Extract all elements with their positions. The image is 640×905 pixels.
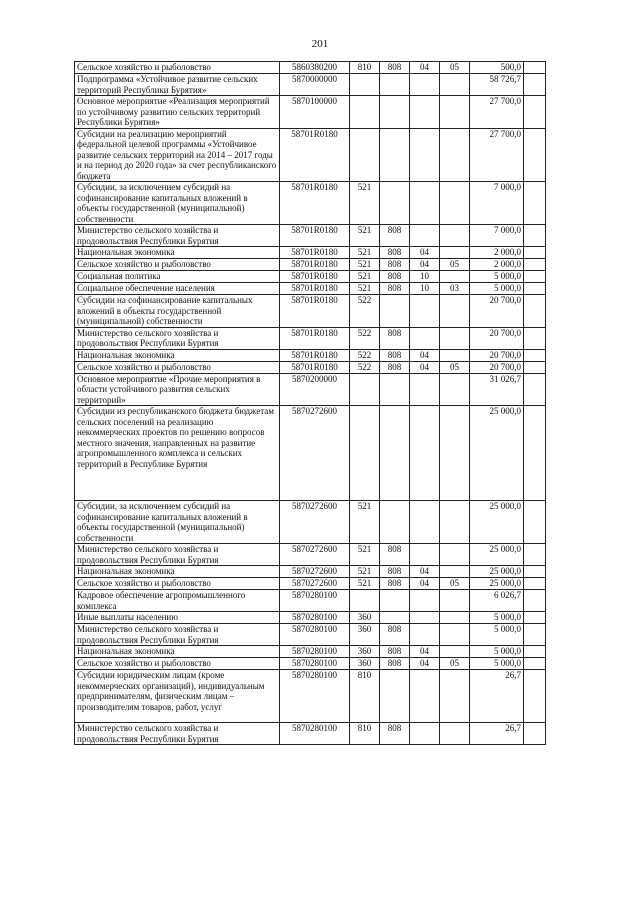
subsection-cell <box>440 406 470 501</box>
target-code-cell: 5870000000 <box>280 74 350 96</box>
section-cell: 04 <box>410 62 440 74</box>
blank-cell <box>524 501 546 544</box>
ministry-code-cell <box>380 96 410 129</box>
blank-cell <box>524 544 546 566</box>
amount-cell: 20 700,0 <box>470 361 524 373</box>
row-name-cell: Министерство сельского хозяйства и продовольствия Республики Бурятия <box>75 225 280 247</box>
section-cell: 04 <box>410 646 440 658</box>
amount-cell: 6 026,7 <box>470 590 524 612</box>
section-cell <box>410 128 440 182</box>
target-code-cell: 5870272600 <box>280 578 350 590</box>
expense-type-cell: 521 <box>350 566 380 578</box>
amount-cell: 25 000,0 <box>470 566 524 578</box>
table-row <box>75 128 546 182</box>
expense-type-cell: 522 <box>350 361 380 373</box>
blank-cell <box>524 74 546 96</box>
section-cell: 04 <box>410 349 440 361</box>
expense-type-cell: 522 <box>350 349 380 361</box>
amount-cell: 7 000,0 <box>470 225 524 247</box>
blank-cell <box>524 247 546 259</box>
subsection-cell <box>440 128 470 182</box>
target-code-cell: 5870272600 <box>280 406 350 501</box>
expense-type-cell: 360 <box>350 624 380 646</box>
row-name-cell: Министерство сельского хозяйства и продовольствия Республики Бурятия <box>75 723 280 745</box>
target-code-cell: 58701R0180 <box>280 225 350 247</box>
blank-cell <box>524 225 546 247</box>
table-row <box>75 225 546 247</box>
row-name-cell: Министерство сельского хозяйства и продовольствия Республики Бурятия <box>75 327 280 349</box>
table-row <box>75 624 546 646</box>
target-code-cell: 58701R0180 <box>280 247 350 259</box>
ministry-code-cell: 808 <box>380 566 410 578</box>
subsection-cell <box>440 612 470 624</box>
section-cell: 04 <box>410 361 440 373</box>
section-cell <box>410 327 440 349</box>
target-code-cell: 5870272600 <box>280 566 350 578</box>
expense-type-cell: 360 <box>350 658 380 670</box>
section-cell: 10 <box>410 271 440 283</box>
table-row <box>75 612 546 624</box>
target-code-cell: 5870280100 <box>280 612 350 624</box>
blank-cell <box>524 96 546 129</box>
section-cell <box>410 96 440 129</box>
amount-cell: 5 000,0 <box>470 283 524 295</box>
blank-cell <box>524 646 546 658</box>
subsection-cell <box>440 96 470 129</box>
ministry-code-cell <box>380 406 410 501</box>
target-code-cell: 58701R0180 <box>280 327 350 349</box>
expense-type-cell: 521 <box>350 578 380 590</box>
section-cell <box>410 295 440 328</box>
blank-cell <box>524 612 546 624</box>
table-row <box>75 590 546 612</box>
ministry-code-cell <box>380 373 410 406</box>
amount-cell: 26,7 <box>470 670 524 723</box>
blank-cell <box>524 62 546 74</box>
amount-cell: 20 700,0 <box>470 349 524 361</box>
subsection-cell <box>440 247 470 259</box>
section-cell <box>410 406 440 501</box>
amount-cell: 2 000,0 <box>470 247 524 259</box>
row-name-cell: Основное мероприятие «Реализация мероприятий по устойчивому развитию сельских территорий Республики Бурятия» <box>75 96 280 129</box>
row-name-cell: Сельское хозяйство и рыболовство <box>75 361 280 373</box>
blank-cell <box>524 670 546 723</box>
ministry-code-cell <box>380 74 410 96</box>
amount-cell: 25 000,0 <box>470 544 524 566</box>
row-name-cell: Министерство сельского хозяйства и продовольствия Республики Бурятия <box>75 544 280 566</box>
target-code-cell: 58701R0180 <box>280 182 350 225</box>
table-row <box>75 723 546 745</box>
table-row <box>75 406 546 501</box>
amount-cell: 20 700,0 <box>470 295 524 328</box>
expense-type-cell <box>350 74 380 96</box>
row-name-cell: Субсидии на реализацию мероприятий федеральной целевой программы «Устойчивое развитие сельских территорий на 2014 – 2017 годы и на период до 2020 года» за счет республиканского бюджета <box>75 128 280 182</box>
blank-cell <box>524 590 546 612</box>
row-name-cell: Иные выплаты населению <box>75 612 280 624</box>
target-code-cell: 58701R0180 <box>280 349 350 361</box>
row-name-cell: Субсидии, за исключением субсидий на софинансирование капитальных вложений в объекты государственной (муниципальной) собственности <box>75 182 280 225</box>
subsection-cell <box>440 670 470 723</box>
target-code-cell: 5870280100 <box>280 670 350 723</box>
subsection-cell <box>440 624 470 646</box>
amount-cell: 25 000,0 <box>470 501 524 544</box>
amount-cell: 31 026,7 <box>470 373 524 406</box>
ministry-code-cell <box>380 612 410 624</box>
ministry-code-cell: 808 <box>380 578 410 590</box>
table-row <box>75 501 546 544</box>
subsection-cell <box>440 182 470 225</box>
table-row <box>75 373 546 406</box>
ministry-code-cell: 808 <box>380 646 410 658</box>
subsection-cell <box>440 373 470 406</box>
amount-cell: 25 000,0 <box>470 578 524 590</box>
expense-type-cell: 360 <box>350 612 380 624</box>
ministry-code-cell: 808 <box>380 283 410 295</box>
expense-type-cell: 810 <box>350 723 380 745</box>
table-row <box>75 670 546 723</box>
section-cell <box>410 670 440 723</box>
table-row <box>75 566 546 578</box>
ministry-code-cell: 808 <box>380 327 410 349</box>
expense-type-cell: 521 <box>350 259 380 271</box>
subsection-cell <box>440 225 470 247</box>
subsection-cell <box>440 544 470 566</box>
row-name-cell: Министерство сельского хозяйства и продовольствия Республики Бурятия <box>75 624 280 646</box>
blank-cell <box>524 723 546 745</box>
amount-cell: 500,0 <box>470 62 524 74</box>
blank-cell <box>524 373 546 406</box>
ministry-code-cell: 808 <box>380 723 410 745</box>
row-name-cell: Сельское хозяйство и рыболовство <box>75 578 280 590</box>
ministry-code-cell <box>380 128 410 182</box>
target-code-cell: 5860380200 <box>280 62 350 74</box>
row-name-cell: Субсидии юридическим лицам (кроме некоммерческих организаций), индивидуальным предпринимателям, физическим лицам – производителям товаров, работ, услуг <box>75 670 280 723</box>
amount-cell: 2 000,0 <box>470 259 524 271</box>
table-row <box>75 646 546 658</box>
subsection-cell <box>440 646 470 658</box>
ministry-code-cell: 808 <box>380 624 410 646</box>
ministry-code-cell: 808 <box>380 658 410 670</box>
ministry-code-cell: 808 <box>380 247 410 259</box>
table-row <box>75 658 546 670</box>
expense-type-cell: 360 <box>350 646 380 658</box>
expense-type-cell <box>350 590 380 612</box>
amount-cell: 5 000,0 <box>470 624 524 646</box>
expense-type-cell: 521 <box>350 544 380 566</box>
amount-cell: 5 000,0 <box>470 271 524 283</box>
expense-type-cell: 521 <box>350 182 380 225</box>
amount-cell: 27 700,0 <box>470 128 524 182</box>
ministry-code-cell: 808 <box>380 62 410 74</box>
ministry-code-cell: 808 <box>380 225 410 247</box>
row-name-cell: Сельское хозяйство и рыболовство <box>75 658 280 670</box>
blank-cell <box>524 259 546 271</box>
ministry-code-cell: 808 <box>380 259 410 271</box>
expense-type-cell: 521 <box>350 271 380 283</box>
amount-cell: 5 000,0 <box>470 646 524 658</box>
row-name-cell: Кадровое обеспечение агропромышленного комплекса <box>75 590 280 612</box>
table-row <box>75 295 546 328</box>
blank-cell <box>524 566 546 578</box>
section-cell <box>410 624 440 646</box>
table-row <box>75 283 546 295</box>
target-code-cell: 5870280100 <box>280 646 350 658</box>
section-cell: 04 <box>410 658 440 670</box>
subsection-cell: 03 <box>440 283 470 295</box>
amount-cell: 5 000,0 <box>470 612 524 624</box>
amount-cell: 5 000,0 <box>470 658 524 670</box>
row-name-cell: Субсидии на софинансирование капитальных вложений в объекты государственной (муниципальной) собственности <box>75 295 280 328</box>
row-name-cell: Сельское хозяйство и рыболовство <box>75 259 280 271</box>
subsection-cell <box>440 590 470 612</box>
row-name-cell: Субсидии из республиканского бюджета бюджетам сельских поселений на реализацию некоммерческих проектов по решению вопросов местного значения, направленных на развитие агропромышленного комплекса и сельских территорий в Республике Бурятия <box>75 406 280 501</box>
expense-type-cell: 810 <box>350 62 380 74</box>
row-name-cell: Основное мероприятие «Прочие мероприятия в области устойчивого развития сельских территорий» <box>75 373 280 406</box>
expense-type-cell: 521 <box>350 225 380 247</box>
row-name-cell: Национальная экономика <box>75 566 280 578</box>
subsection-cell <box>440 327 470 349</box>
ministry-code-cell: 808 <box>380 349 410 361</box>
expense-type-cell <box>350 96 380 129</box>
expense-type-cell: 521 <box>350 283 380 295</box>
blank-cell <box>524 295 546 328</box>
ministry-code-cell: 808 <box>380 361 410 373</box>
amount-cell: 58 726,7 <box>470 74 524 96</box>
ministry-code-cell <box>380 295 410 328</box>
table-row <box>75 247 546 259</box>
amount-cell: 20 700,0 <box>470 327 524 349</box>
row-name-cell: Социальное обеспечение населения <box>75 283 280 295</box>
subsection-cell <box>440 349 470 361</box>
blank-cell <box>524 658 546 670</box>
subsection-cell <box>440 74 470 96</box>
subsection-cell: 05 <box>440 658 470 670</box>
target-code-cell: 5870280100 <box>280 723 350 745</box>
target-code-cell: 5870272600 <box>280 501 350 544</box>
section-cell: 04 <box>410 578 440 590</box>
section-cell <box>410 501 440 544</box>
subsection-cell: 05 <box>440 259 470 271</box>
table-row <box>75 96 546 129</box>
expense-type-cell: 522 <box>350 295 380 328</box>
target-code-cell: 5870280100 <box>280 590 350 612</box>
target-code-cell: 5870272600 <box>280 544 350 566</box>
ministry-code-cell <box>380 590 410 612</box>
table-row <box>75 74 546 96</box>
budget-table-body <box>75 62 546 745</box>
amount-cell: 26,7 <box>470 723 524 745</box>
section-cell <box>410 225 440 247</box>
section-cell <box>410 74 440 96</box>
page-number: 201 <box>311 38 329 50</box>
target-code-cell: 58701R0180 <box>280 283 350 295</box>
target-code-cell: 58701R0180 <box>280 295 350 328</box>
ministry-code-cell: 808 <box>380 544 410 566</box>
expense-type-cell: 522 <box>350 327 380 349</box>
target-code-cell: 5870100000 <box>280 96 350 129</box>
expense-type-cell: 521 <box>350 247 380 259</box>
target-code-cell: 58701R0180 <box>280 259 350 271</box>
blank-cell <box>524 327 546 349</box>
subsection-cell <box>440 566 470 578</box>
subsection-cell: 05 <box>440 62 470 74</box>
ministry-code-cell: 808 <box>380 271 410 283</box>
expense-type-cell <box>350 128 380 182</box>
table-row <box>75 271 546 283</box>
section-cell: 10 <box>410 283 440 295</box>
ministry-code-cell <box>380 670 410 723</box>
section-cell <box>410 182 440 225</box>
target-code-cell: 5870280100 <box>280 658 350 670</box>
table-row <box>75 259 546 271</box>
section-cell: 04 <box>410 259 440 271</box>
blank-cell <box>524 578 546 590</box>
row-name-cell: Подпрограмма «Устойчивое развитие сельских территорий Республики Бурятия» <box>75 74 280 96</box>
blank-cell <box>524 349 546 361</box>
target-code-cell: 58701R0180 <box>280 271 350 283</box>
table-row <box>75 182 546 225</box>
amount-cell: 7 000,0 <box>470 182 524 225</box>
subsection-cell: 05 <box>440 361 470 373</box>
section-cell: 04 <box>410 566 440 578</box>
blank-cell <box>524 283 546 295</box>
expense-type-cell: 521 <box>350 501 380 544</box>
row-name-cell: Национальная экономика <box>75 349 280 361</box>
blank-cell <box>524 128 546 182</box>
amount-cell: 27 700,0 <box>470 96 524 129</box>
table-row <box>75 544 546 566</box>
budget-table <box>74 61 546 745</box>
blank-cell <box>524 361 546 373</box>
section-cell <box>410 590 440 612</box>
row-name-cell: Национальная экономика <box>75 646 280 658</box>
section-cell <box>410 373 440 406</box>
ministry-code-cell <box>380 501 410 544</box>
subsection-cell <box>440 295 470 328</box>
blank-cell <box>524 406 546 501</box>
row-name-cell: Субсидии, за исключением субсидий на софинансирование капитальных вложений в объекты государственной (муниципальной) собственности <box>75 501 280 544</box>
section-cell <box>410 612 440 624</box>
expense-type-cell <box>350 406 380 501</box>
table-row <box>75 349 546 361</box>
subsection-cell <box>440 723 470 745</box>
row-name-cell: Социальная политика <box>75 271 280 283</box>
blank-cell <box>524 182 546 225</box>
subsection-cell: 05 <box>440 578 470 590</box>
ministry-code-cell <box>380 182 410 225</box>
section-cell <box>410 544 440 566</box>
table-row <box>75 62 546 74</box>
amount-cell: 25 000,0 <box>470 406 524 501</box>
blank-cell <box>524 624 546 646</box>
section-cell: 04 <box>410 247 440 259</box>
target-code-cell: 5870200000 <box>280 373 350 406</box>
expense-type-cell: 810 <box>350 670 380 723</box>
subsection-cell <box>440 271 470 283</box>
target-code-cell: 58701R0180 <box>280 128 350 182</box>
row-name-cell: Сельское хозяйство и рыболовство <box>75 62 280 74</box>
row-name-cell: Национальная экономика <box>75 247 280 259</box>
blank-cell <box>524 271 546 283</box>
table-row <box>75 361 546 373</box>
section-cell <box>410 723 440 745</box>
subsection-cell <box>440 501 470 544</box>
target-code-cell: 58701R0180 <box>280 361 350 373</box>
target-code-cell: 5870280100 <box>280 624 350 646</box>
table-row <box>75 327 546 349</box>
expense-type-cell <box>350 373 380 406</box>
table-row <box>75 578 546 590</box>
